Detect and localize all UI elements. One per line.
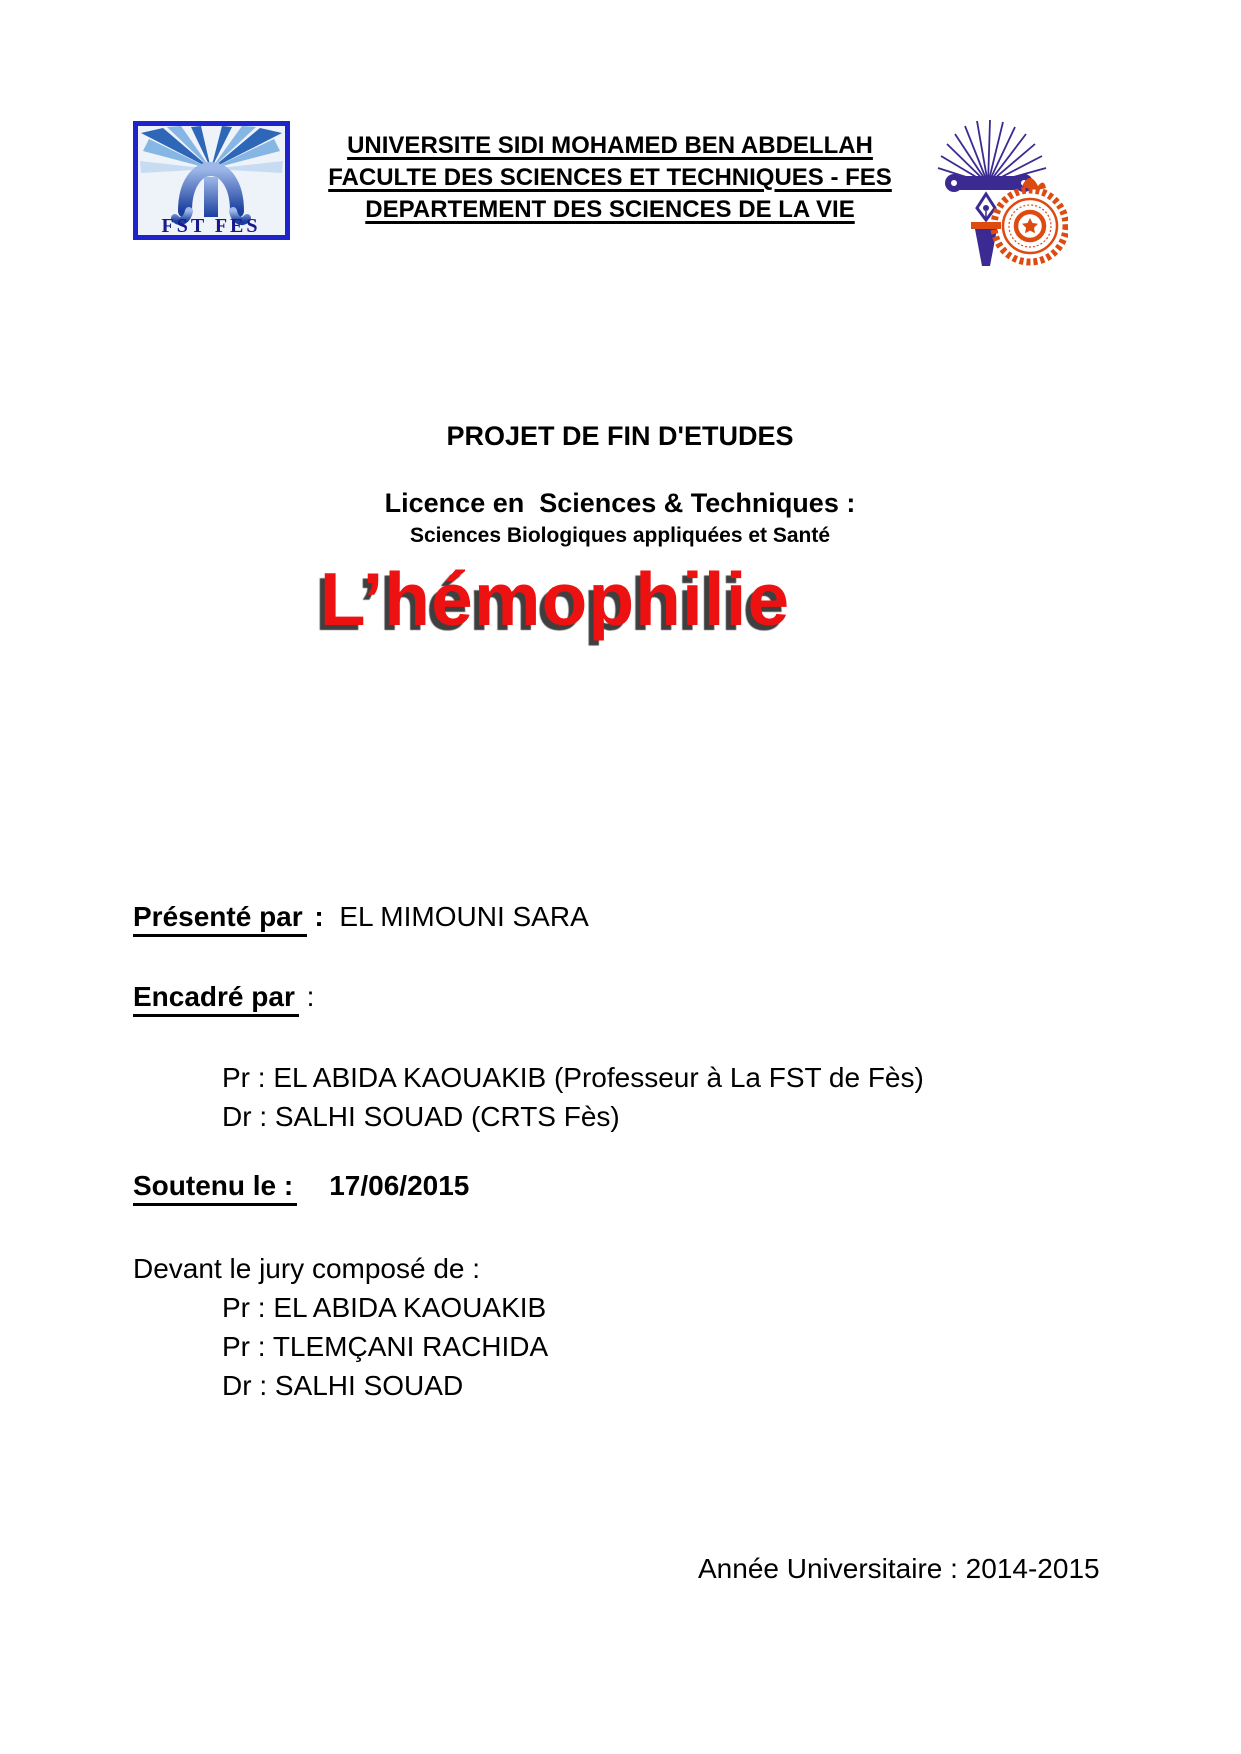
faculty-name: FACULTE DES SCIENCES ET TECHNIQUES - FES (328, 164, 892, 191)
usmba-seal-logo (930, 116, 1068, 268)
jury-member: Pr : TLEMÇANI RACHIDA (222, 1331, 549, 1362)
author-name: EL MIMOUNI SARA (339, 901, 589, 932)
presented-by-label: Présenté par (133, 901, 307, 937)
university-name: UNIVERSITE SIDI MOHAMED BEN ABDELLAH (347, 132, 873, 159)
book-bar (945, 174, 1033, 192)
rosette-seal (994, 178, 1066, 262)
supervisor-item: Dr : SALHI SOUAD (CRTS Fès) (222, 1101, 620, 1132)
degree-line: Licence en Sciences & Techniques : (384, 488, 856, 518)
fst-fes-logo-label: FST FES (161, 215, 261, 237)
academic-year: Année Universitaire : 2014-2015 (698, 1553, 1100, 1584)
fst-fes-logo-graphic (133, 121, 290, 240)
defense-date-value: 17/06/2015 (329, 1170, 470, 1201)
supervisors-list (222, 1058, 924, 1136)
supervised-by-separator: : (298, 981, 323, 1012)
supervisor-item: Pr : EL ABIDA KAOUAKIB (Professeur à La FST de Fès) (222, 1062, 924, 1093)
presented-by-line (133, 901, 589, 933)
fst-fes-logo (133, 121, 290, 240)
thesis-title: L’hémophilie (319, 557, 791, 641)
jury-heading: Devant le jury composé de : (133, 1253, 481, 1284)
usmba-seal-graphic (930, 116, 1068, 268)
department-name: DEPARTEMENT DES SCIENCES DE LA VIE (365, 196, 855, 223)
presented-by-separator: : (306, 901, 340, 932)
jury-member: Dr : SALHI SOUAD (222, 1370, 464, 1401)
torch-handle (971, 222, 1001, 266)
defense-date-label: Soutenu le : (133, 1170, 297, 1206)
supervised-by-label: Encadré par (133, 981, 299, 1017)
institution-header (300, 130, 920, 226)
specialty-line: Sciences Biologiques appliquées et Santé (409, 524, 831, 547)
jury-member: Pr : EL ABIDA KAOUAKIB (222, 1292, 547, 1323)
defense-date-line (133, 1170, 469, 1202)
project-type-heading: PROJET DE FIN D'ETUDES (446, 421, 794, 451)
supervised-by-line (133, 981, 322, 1013)
jury-section (133, 1249, 548, 1405)
